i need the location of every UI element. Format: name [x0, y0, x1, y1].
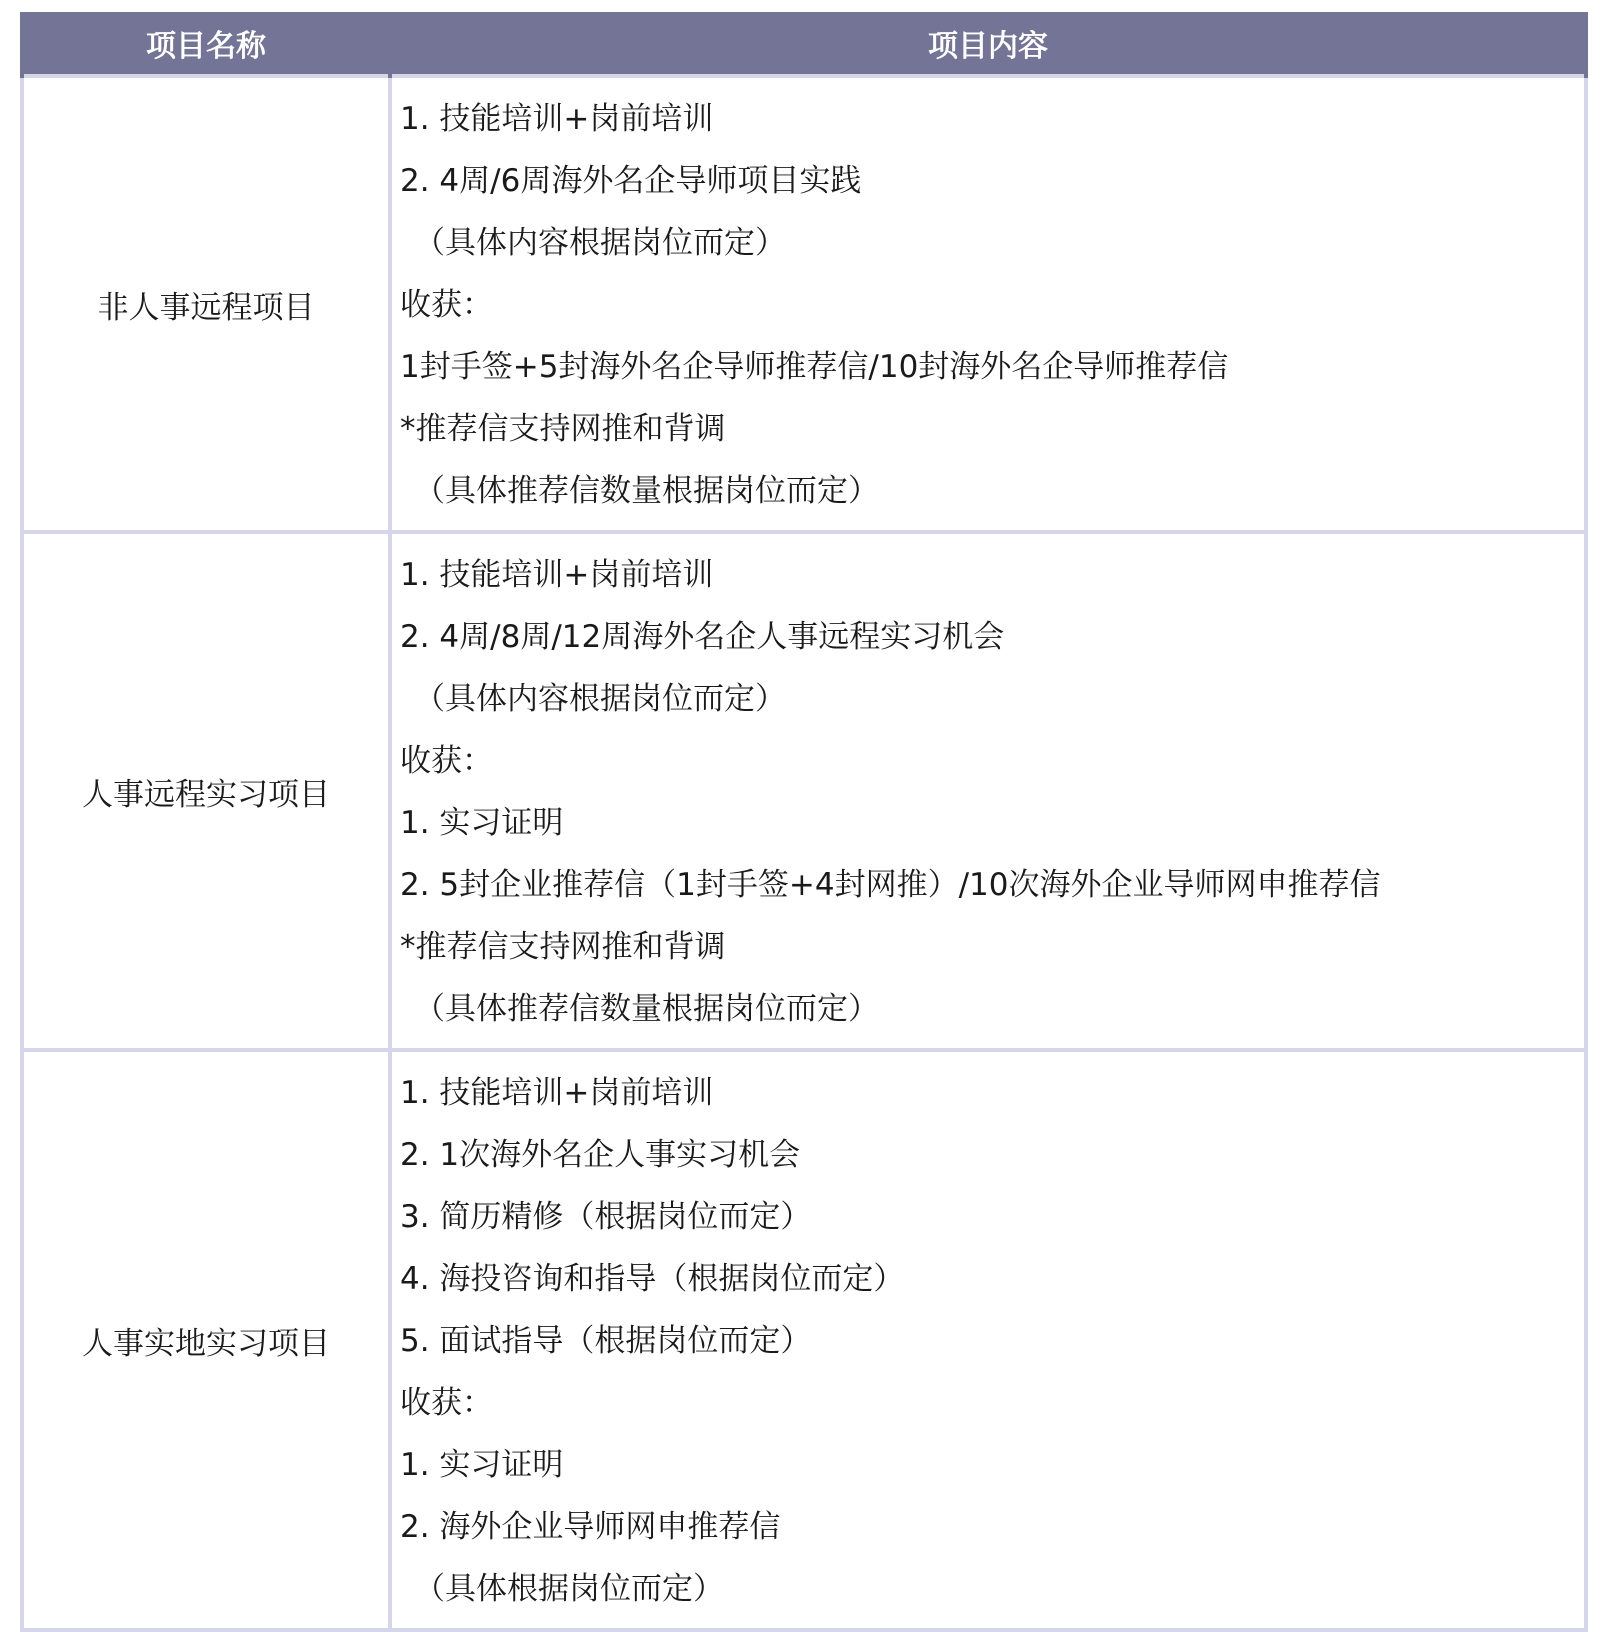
content-line: 1封手签+5封海外名企导师推荐信/10封海外名企导师推荐信	[400, 349, 1229, 385]
table-row	[22, 532, 1586, 1050]
content-line: 1. 技能培训+岗前培训	[400, 101, 714, 137]
content-line: 2. 5封企业推荐信（1封手签+4封网推）/10次海外企业导师网申推荐信	[400, 867, 1381, 903]
header-project-content: 项目内容	[390, 12, 1586, 76]
project-content-cell	[390, 76, 1586, 532]
project-name-cell: 非人事远程项目	[22, 76, 390, 532]
content-line: *推荐信支持网推和背调	[400, 411, 726, 447]
table-row	[22, 1050, 1586, 1630]
content-line: 5. 面试指导（根据岗位而定）	[400, 1323, 812, 1359]
table-header-row	[22, 12, 1586, 76]
content-line: 1. 实习证明	[400, 805, 564, 841]
content-line: （具体推荐信数量根据岗位而定）	[414, 473, 879, 509]
content-line: （具体根据岗位而定）	[414, 1571, 724, 1607]
content-line: 3. 简历精修（根据岗位而定）	[400, 1199, 812, 1235]
content-line: 2. 1次海外名企人事实习机会	[400, 1137, 801, 1173]
content-line: （具体推荐信数量根据岗位而定）	[414, 991, 879, 1027]
project-content-cell	[390, 1050, 1586, 1630]
content-line: 1. 技能培训+岗前培训	[400, 557, 714, 593]
project-table	[20, 12, 1588, 1632]
content-line: 2. 4周/6周海外名企导师项目实践	[400, 163, 862, 199]
content-line: （具体内容根据岗位而定）	[414, 681, 786, 717]
content-line: 1. 技能培训+岗前培训	[400, 1075, 714, 1111]
content-line: 收获：	[400, 287, 493, 323]
content-line: *推荐信支持网推和背调	[400, 929, 726, 965]
project-table-container	[20, 12, 1584, 1632]
header-project-name: 项目名称	[22, 12, 390, 76]
content-line: 2. 海外企业导师网申推荐信	[400, 1509, 781, 1545]
content-line: （具体内容根据岗位而定）	[414, 225, 786, 261]
project-content-cell	[390, 532, 1586, 1050]
project-name-cell: 人事远程实习项目	[22, 532, 390, 1050]
content-line: 2. 4周/8周/12周海外名企人事远程实习机会	[400, 619, 1005, 655]
table-row	[22, 76, 1586, 532]
content-line: 1. 实习证明	[400, 1447, 564, 1483]
content-line: 收获：	[400, 1385, 493, 1421]
content-line: 4. 海投咨询和指导（根据岗位而定）	[400, 1261, 905, 1297]
content-line: 收获：	[400, 743, 493, 779]
project-name-cell: 人事实地实习项目	[22, 1050, 390, 1630]
